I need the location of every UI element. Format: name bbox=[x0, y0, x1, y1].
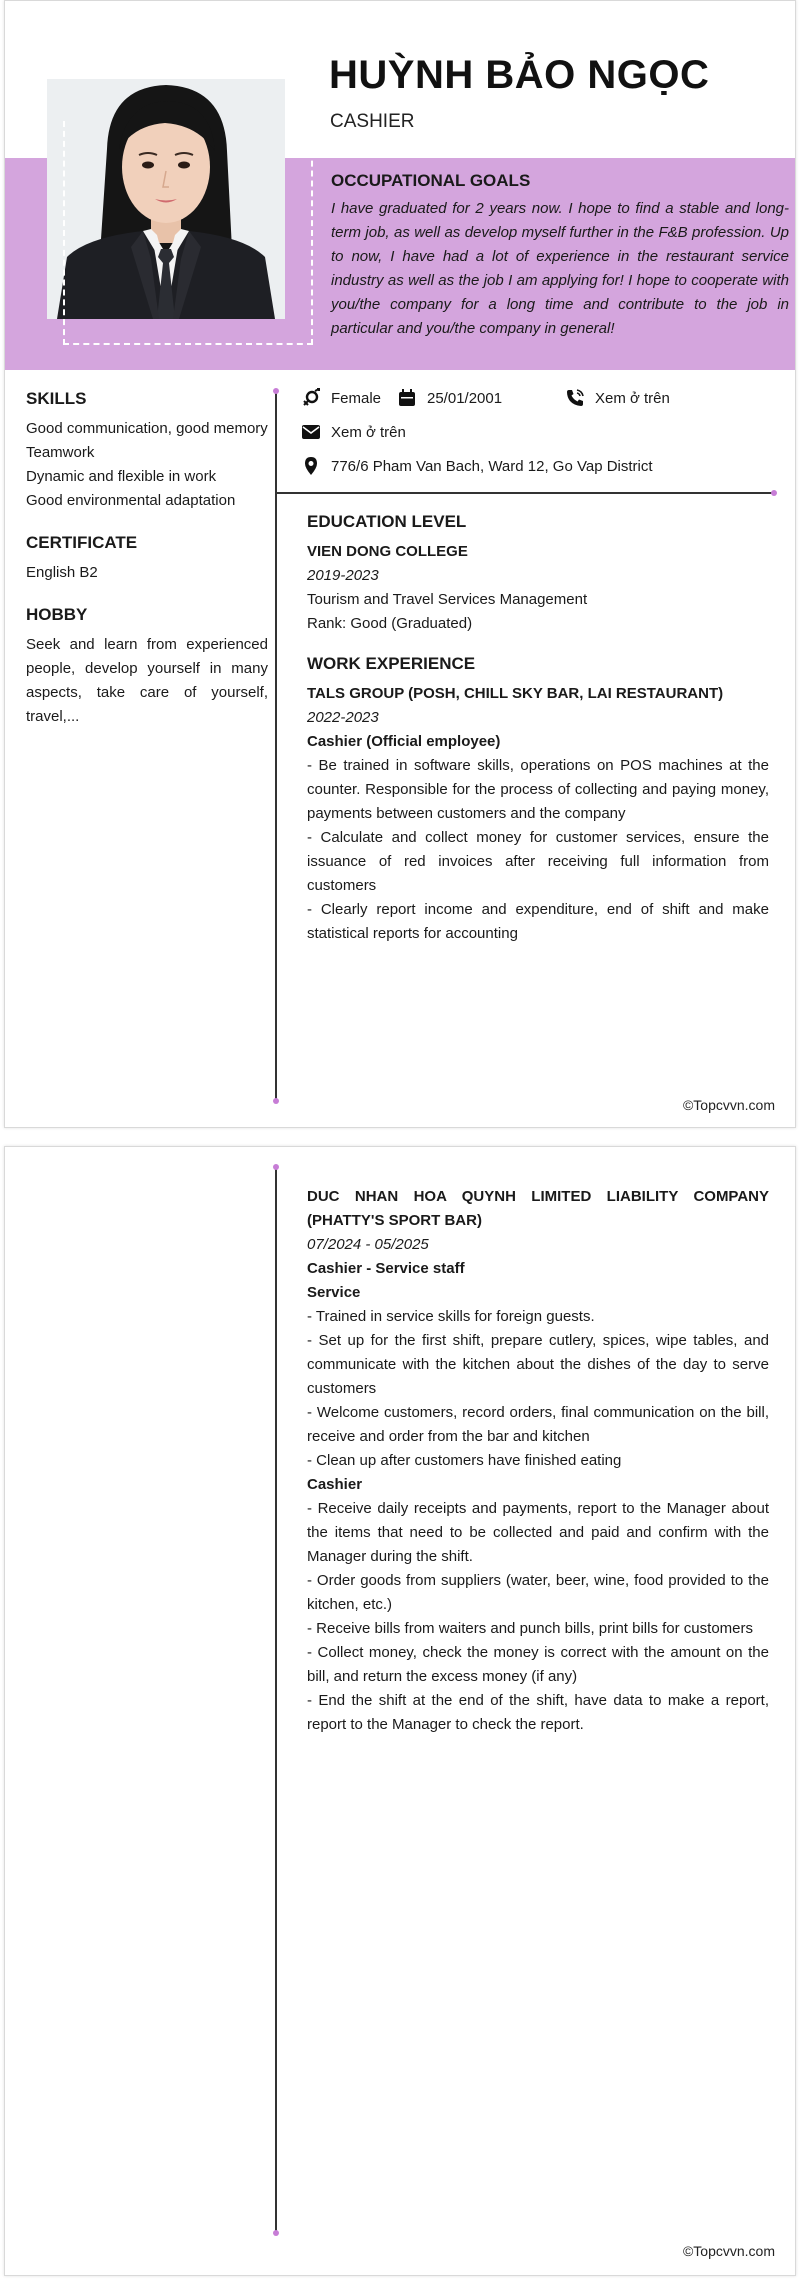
skill-item: Good communication, good memory bbox=[26, 420, 268, 437]
cv-page-2 bbox=[4, 1146, 796, 2276]
education-rank: Rank: Good (Graduated) bbox=[307, 615, 473, 632]
photo-dashed-frame bbox=[63, 121, 313, 345]
job-subheading: Service bbox=[307, 1284, 361, 1301]
job-duty: - Trained in service skills for foreign guests. bbox=[307, 1308, 595, 1325]
skill-item: Teamwork bbox=[26, 444, 95, 461]
hobby-heading: HOBBY bbox=[26, 605, 88, 624]
job-duty: - Be trained in software skills, operations on POS machines at the counter. Responsible for the process of collecting and paying money, payments between customers and the company bbox=[307, 757, 769, 822]
timeline-dot bbox=[273, 1164, 279, 1170]
phone-value: Xem ở trên bbox=[595, 389, 670, 407]
job-duty: - Calculate and collect money for customer services, ensure the issuance of red invoices after receiving full information from customers bbox=[307, 829, 769, 894]
hobby-text: Seek and learn from experienced people, develop yourself in many aspects, take care of yourself, travel,... bbox=[26, 636, 268, 725]
contact-birthday bbox=[397, 388, 502, 408]
envelope-icon bbox=[301, 422, 321, 442]
education-major: Tourism and Travel Services Management bbox=[307, 591, 588, 608]
contact-address bbox=[301, 456, 653, 476]
job-company: DUC NHAN HOA QUYNH LIMITED LIABILITY COMPANY (PHATTY'S SPORT BAR) bbox=[307, 1188, 769, 1229]
cv-page-1 bbox=[4, 0, 796, 1128]
left-column bbox=[26, 389, 268, 729]
gender-value: Female bbox=[331, 389, 382, 407]
job-position: Cashier - Service staff bbox=[307, 1260, 465, 1277]
school-name: VIEN DONG COLLEGE bbox=[307, 543, 468, 560]
job-period: 07/2024 - 05/2025 bbox=[307, 1236, 429, 1253]
job-title: CASHIER bbox=[330, 111, 415, 132]
certificate-heading: CERTIFICATE bbox=[26, 533, 138, 552]
timeline-line bbox=[275, 391, 277, 1101]
job-duty: - Receive daily receipts and payments, report to the Manager about the items that need to be collected and paid and confirm with the Manager during the shift. bbox=[307, 1500, 769, 1565]
timeline-dot bbox=[273, 388, 279, 394]
timeline-dot bbox=[273, 1098, 279, 1104]
skill-item: Good environmental adaptation bbox=[26, 492, 236, 509]
contact-email bbox=[301, 422, 406, 442]
divider-dot bbox=[771, 490, 777, 496]
contact-phone bbox=[565, 388, 670, 408]
birthday-value: 25/01/2001 bbox=[427, 389, 503, 407]
skills-heading: SKILLS bbox=[26, 389, 87, 408]
timeline-dot bbox=[273, 2230, 279, 2236]
contact-divider bbox=[276, 492, 774, 494]
work-continued-section bbox=[307, 1185, 769, 1737]
job-duty: - Clean up after customers have finished eating bbox=[307, 1452, 622, 1469]
job-duty: - Welcome customers, record orders, final communication on the bill, receive and order from the bar and kitchen bbox=[307, 1404, 769, 1445]
goals-heading: OCCUPATIONAL GOALS bbox=[331, 171, 531, 190]
footer-watermark: ©Topcvvn.com bbox=[682, 1097, 775, 1113]
job-duty: - Collect money, check the money is correct with the amount on the bill, and return the excess money (if any) bbox=[307, 1644, 769, 1685]
education-heading: EDUCATION LEVEL bbox=[307, 512, 467, 531]
job-duty: - Order goods from suppliers (water, beer, wine, food provided to the kitchen, etc.) bbox=[307, 1572, 769, 1613]
goals-text: I have graduated for 2 years now. I hope to find a stable and long-term job, as well as develop myself further in the F&B profession. Up to now, I have had a lot of experience in the restaurant service industry as well as the job I am applying for! I hope to cooperate with you/the company for a long time and contribute to the job in particular and you/the company in general! bbox=[331, 200, 789, 337]
address-value: 776/6 Pham Van Bach, Ward 12, Go Vap District bbox=[331, 457, 653, 475]
education-section bbox=[307, 512, 769, 946]
footer-watermark: ©Topcvvn.com bbox=[682, 2243, 775, 2259]
education-period: 2019-2023 bbox=[307, 567, 379, 584]
job-subheading: Cashier bbox=[307, 1476, 363, 1493]
job-company: TALS GROUP (POSH, CHILL SKY BAR, LAI RESTAURANT) bbox=[307, 685, 724, 702]
gender-icon bbox=[301, 388, 321, 408]
job-duty: - Receive bills from waiters and punch bills, print bills for customers bbox=[307, 1620, 753, 1637]
email-value: Xem ở trên bbox=[331, 423, 406, 441]
job-duty: - Clearly report income and expenditure, end of shift and make statistical reports for accounting bbox=[307, 901, 769, 942]
job-duty: - Set up for the first shift, prepare cutlery, spices, wipe tables, and communicate with the kitchen about the dishes of the day to serve customers bbox=[307, 1332, 769, 1397]
certificate-item: English B2 bbox=[26, 564, 98, 581]
contact-gender bbox=[301, 388, 381, 408]
job-period: 2022-2023 bbox=[307, 709, 379, 726]
timeline-line bbox=[275, 1167, 277, 2233]
phone-icon bbox=[565, 388, 585, 408]
candidate-name: HUỲNH BẢO NGỌC bbox=[329, 53, 710, 97]
occupational-goals bbox=[331, 171, 789, 341]
job-position: Cashier (Official employee) bbox=[307, 733, 501, 750]
work-heading: WORK EXPERIENCE bbox=[307, 654, 476, 673]
skill-item: Dynamic and flexible in work bbox=[26, 468, 217, 485]
job-duty: - End the shift at the end of the shift, have data to make a report, report to the Manager to check the report. bbox=[307, 1692, 769, 1733]
calendar-icon bbox=[397, 388, 417, 408]
location-pin-icon bbox=[301, 456, 321, 476]
